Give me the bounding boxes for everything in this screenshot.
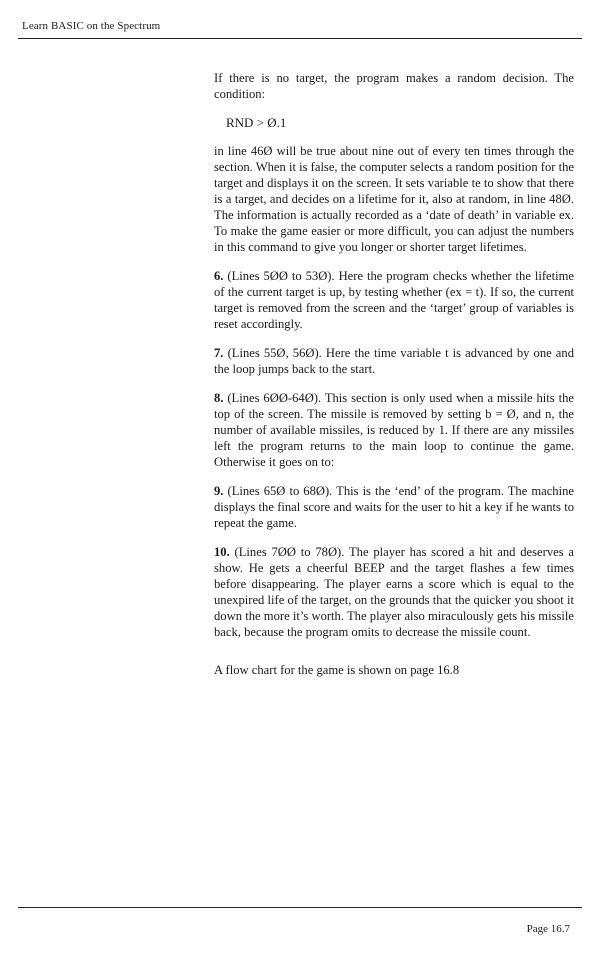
formula: RND > Ø.1	[226, 115, 287, 130]
header-rule	[18, 38, 582, 39]
item-10	[214, 544, 574, 640]
item-number: 6.	[214, 269, 224, 283]
item-number: 9.	[214, 484, 224, 498]
item-6	[214, 268, 574, 332]
item-text: (Lines 65Ø to 68Ø). This is the ‘end’ of the program. The machine displays the final score and waits for the user to hit a key if he wants to repeat the game.	[214, 484, 574, 530]
item-text: (Lines 7ØØ to 78Ø). The player has scored a hit and deserves a show. He gets a cheerful BEEP and the target flashes a few times before disappearing. The player earns a score which is equal to the unexpired life of the target, on the grounds that the quicker you shoot it down the more it’s worth. The player also miraculously gets his missile back, because the program omits to decrease the missile count.	[214, 545, 574, 639]
explanation-paragraph: in line 46Ø will be true about nine out of every ten times through the section. When it is false, the computer selects a random position for the target and displays it on the screen. It sets variable te to show that there is a target, and decides on a lifetime for it, also at random, in line 48Ø. The information is actually recorded as a ‘date of death’ in variable ex. To make the game easier or more difficult, you can adjust the numbers in this command to give you longer or shorter target lifetimes.	[214, 144, 574, 254]
page-number: Page 16.7	[526, 923, 570, 935]
item-8	[214, 390, 574, 470]
item-7	[214, 345, 574, 377]
intro-paragraph: If there is no target, the program makes a random decision. The condition:	[214, 71, 574, 101]
item-number: 8.	[214, 391, 224, 405]
closing-line: A flow chart for the game is shown on page 16.8	[214, 663, 460, 677]
item-text: (Lines 6ØØ-64Ø). This section is only used when a missile hits the top of the screen. The missile is removed by setting b = Ø, and n, the number of available missiles, is reduced by 1. If there are any missiles left the program returns to the main loop to continue the game. Otherwise it goes on to:	[214, 391, 574, 469]
item-number: 10.	[214, 545, 230, 559]
item-text: (Lines 5ØØ to 53Ø). Here the program checks whether the lifetime of the current target is up, by testing whether (ex = t). If so, the current target is removed from the screen and the ‘target’ group of variables is reset accordingly.	[214, 269, 574, 331]
running-head: Learn BASIC on the Spectrum	[22, 20, 161, 32]
item-text: (Lines 55Ø, 56Ø). Here the time variable t is advanced by one and the loop jumps back to the start.	[214, 346, 574, 376]
body-text	[214, 70, 574, 691]
item-9	[214, 483, 574, 531]
item-number: 7.	[214, 346, 224, 360]
footer-rule	[18, 907, 582, 908]
